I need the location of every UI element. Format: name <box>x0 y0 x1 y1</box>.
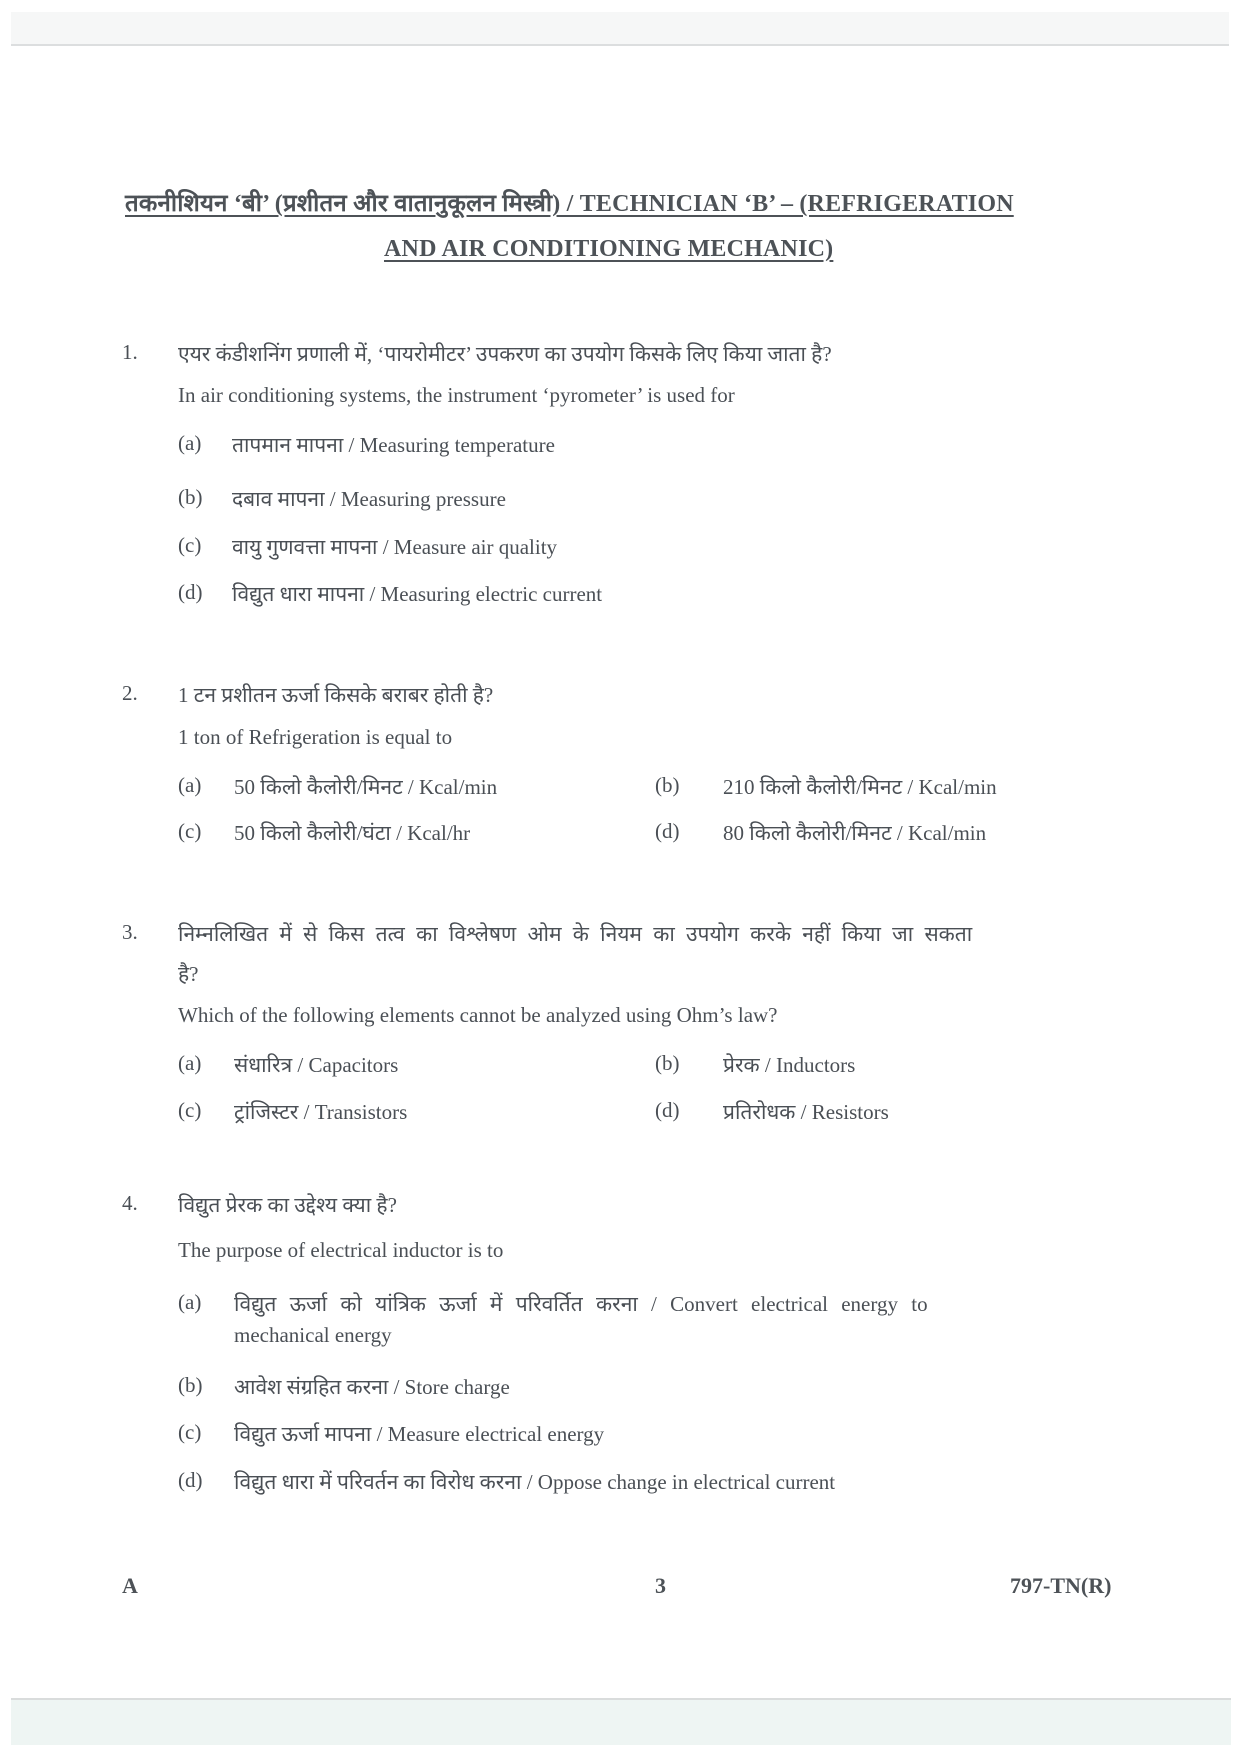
option-label-a: (a) <box>178 1290 202 1314</box>
option-label-d: (d) <box>655 819 680 843</box>
option-d: 80 किलो कैलोरी/मिनट / Kcal/min <box>723 821 987 845</box>
option-label-b: (b) <box>178 1373 203 1397</box>
option-label-c: (c) <box>178 1098 202 1122</box>
paper-code: 797-TN(R) <box>1010 1573 1112 1598</box>
page-title-line2: AND AIR CONDITIONING MECHANIC) <box>384 236 834 262</box>
question-hindi: 1 टन प्रशीतन ऊर्जा किसके बराबर होती है? <box>178 683 494 707</box>
option-label-b: (b) <box>655 773 680 797</box>
page-title-line1: तकनीशियन ‘बी’ (प्रशीतन और वातानुकूलन मिस्त्री) / TECHNICIAN ‘B’ – (REFRIGERATION <box>125 191 1014 217</box>
question-english: The purpose of electrical inductor is to <box>178 1238 504 1262</box>
question-english: Which of the following elements cannot be analyzed using Ohm’s law? <box>178 1003 778 1027</box>
question-hindi-cont: है? <box>178 962 199 986</box>
option-label-c: (c) <box>178 1420 202 1444</box>
question-english: In air conditioning systems, the instrument ‘pyrometer’ is used for <box>178 383 735 407</box>
option-b: 210 किलो कैलोरी/मिनट / Kcal/min <box>723 775 997 799</box>
question-number: 4. <box>122 1191 138 1215</box>
option-a: तापमान मापना / Measuring temperature <box>232 433 555 457</box>
option-label-a: (a) <box>178 431 202 455</box>
option-label-b: (b) <box>655 1051 680 1075</box>
question-number: 1. <box>122 340 138 364</box>
option-label-a: (a) <box>178 1051 202 1075</box>
option-c: वायु गुणवत्ता मापना / Measure air quality <box>232 535 558 559</box>
question-hindi: विद्युत प्रेरक का उद्देश्य क्या है? <box>178 1193 397 1217</box>
option-label-c: (c) <box>178 819 202 843</box>
option-b: आवेश संग्रहित करना / Store charge <box>234 1375 510 1399</box>
option-a: संधारित्र / Capacitors <box>234 1053 399 1077</box>
question-number: 2. <box>122 681 138 705</box>
option-b: दबाव मापना / Measuring pressure <box>232 487 506 511</box>
option-label-b: (b) <box>178 485 203 509</box>
booklet-series: A <box>122 1573 138 1598</box>
option-d: विद्युत धारा मापना / Measuring electric current <box>232 582 603 606</box>
option-label-a: (a) <box>178 773 202 797</box>
option-a: विद्युत ऊर्जा को यांत्रिक ऊर्जा में परिवर्तित करना / Convert electrical energy to <box>234 1292 928 1316</box>
option-label-c: (c) <box>178 533 202 557</box>
option-d: प्रतिरोधक / Resistors <box>723 1100 889 1124</box>
option-d: विद्युत धारा में परिवर्तन का विरोध करना / Oppose change in electrical current <box>234 1470 836 1494</box>
option-label-d: (d) <box>178 580 203 604</box>
question-hindi: निम्नलिखित में से किस तत्व का विश्लेषण ओम के नियम का उपयोग करके नहीं किया जा सकता <box>178 922 973 946</box>
question-number: 3. <box>122 920 138 944</box>
option-a: 50 किलो कैलोरी/मिनट / Kcal/min <box>234 775 498 799</box>
option-label-d: (d) <box>178 1468 203 1492</box>
scan-top-margin <box>11 12 1229 46</box>
option-a-cont: mechanical energy <box>234 1323 392 1347</box>
question-hindi: एयर कंडीशनिंग प्रणाली में, ‘पायरोमीटर’ उपकरण का उपयोग किसके लिए किया जाता है? <box>178 342 832 366</box>
option-b: प्रेरक / Inductors <box>723 1053 856 1077</box>
scan-bottom-margin <box>11 1698 1231 1745</box>
option-c: 50 किलो कैलोरी/घंटा / Kcal/hr <box>234 821 471 845</box>
question-english: 1 ton of Refrigeration is equal to <box>178 725 453 749</box>
option-c: विद्युत ऊर्जा मापना / Measure electrical energy <box>234 1422 605 1446</box>
option-label-d: (d) <box>655 1098 680 1122</box>
option-c: ट्रांजिस्टर / Transistors <box>234 1100 408 1124</box>
page-number: 3 <box>655 1573 666 1598</box>
